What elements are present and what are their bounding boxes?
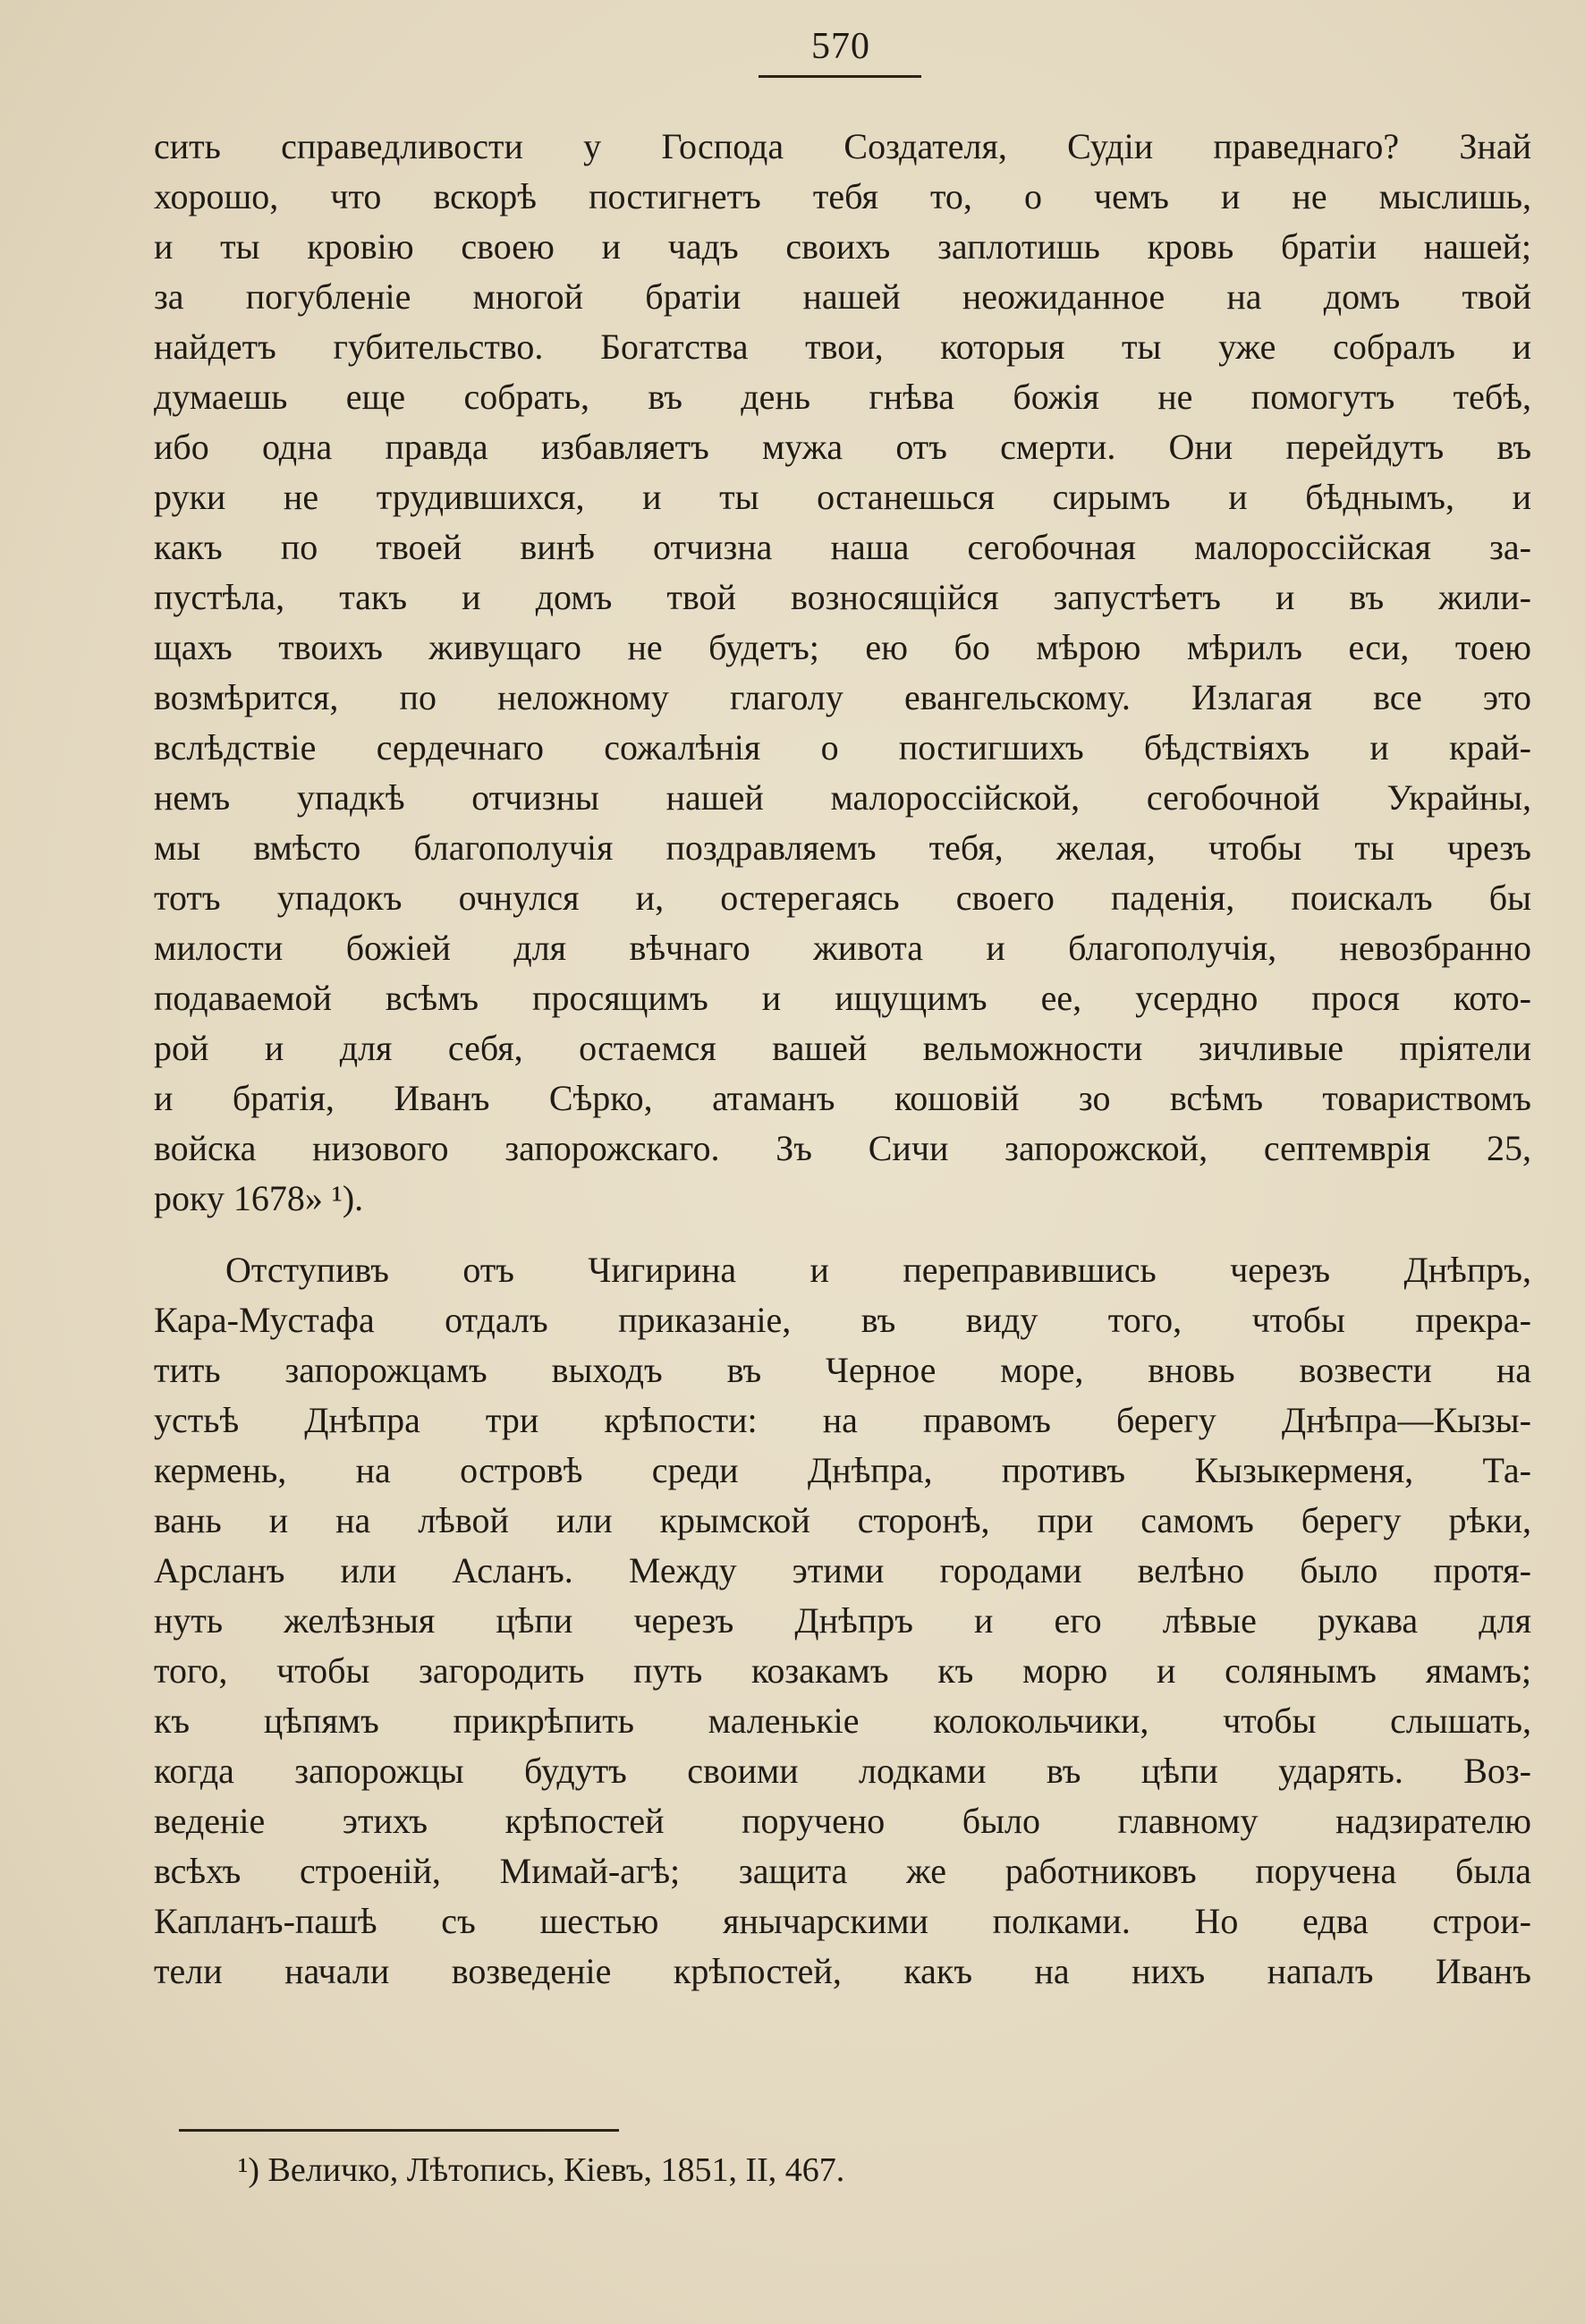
text-line: думаешь еще собрать, въ день гнѣва божія не помогутъ тебѣ, — [154, 377, 1531, 417]
footnote: ¹) Величко, Лѣтопись, Кіевъ, 1851, II, 467. — [238, 2151, 845, 2189]
header-rule — [759, 75, 921, 78]
text-line: Капланъ-пашѣ съ шестью янычарскими полками. Но едва строи- — [154, 1901, 1531, 1941]
text-line: войска низового запорожскаго. Зъ Сичи запорожской, септемврія 25, — [154, 1128, 1531, 1168]
text-line: року 1678» ¹). — [154, 1178, 364, 1218]
paragraph-fortresses — [154, 1245, 1531, 1997]
text-line: какъ по твоей винѣ отчизна наша сегобочная малороссійская за- — [154, 527, 1531, 567]
text-line: Арсланъ или Асланъ. Между этими городами велѣно было протя- — [154, 1550, 1531, 1590]
text-line: руки не трудившихся, и ты останешься сирымъ и бѣднымъ, и — [154, 477, 1531, 517]
text-line: возмѣрится, по неложному глаголу евангельскому. Излагая все это — [154, 677, 1531, 717]
text-line: къ цѣпямъ прикрѣпить маленькіе колокольчики, чтобы слышать, — [154, 1701, 1531, 1741]
text-line: тели начали возведеніе крѣпостей, какъ на нихъ напалъ Иванъ — [154, 1951, 1531, 1991]
text-line: Кара-Мустафа отдалъ приказаніе, въ виду того, чтобы прекра- — [154, 1300, 1531, 1340]
text-line: немъ упадкѣ отчизны нашей малороссійской, сегобочной Украйны, — [154, 777, 1531, 818]
text-line: тотъ упадокъ очнулся и, остерегаясь своего паденія, поискалъ бы — [154, 878, 1531, 918]
page-number: 570 — [811, 26, 870, 67]
text-line: ибо одна правда избавляетъ мужа отъ смерти. Они перейдутъ въ — [154, 427, 1531, 467]
text-line: и ты кровію своею и чадъ своихъ заплотишь кровь братіи нашей; — [154, 226, 1531, 267]
body-text — [154, 122, 1531, 1997]
text-line: подаваемой всѣмъ просящимъ и ищущимъ ее, усердно прося кото- — [154, 978, 1531, 1018]
text-line: и братія, Иванъ Сѣрко, атаманъ кошовій зо всѣмъ товариствомъ — [154, 1078, 1531, 1118]
text-line: кермень, на островѣ среди Днѣпра, противъ Кызыкерменя, Та- — [154, 1450, 1531, 1490]
text-line: хорошо, что вскорѣ постигнетъ тебя то, о чемъ и не мыслишь, — [154, 176, 1531, 216]
paragraph-gap — [154, 1224, 1531, 1245]
text-line: найдетъ губительство. Богатства твои, которыя ты уже собралъ и — [154, 327, 1531, 367]
text-line: вслѣдствіе сердечнаго сожалѣнія о постигшихъ бѣдствіяхъ и край- — [154, 727, 1531, 768]
text-line: тить запорожцамъ выходъ въ Черное море, вновь возвести на — [154, 1350, 1531, 1390]
text-line: рой и для себя, остаемся вашей вельможности зичливые пріятели — [154, 1028, 1531, 1068]
text-line: всѣхъ строеній, Мимай-агѣ; защита же работниковъ поручена была — [154, 1851, 1531, 1891]
text-line: устьѣ Днѣпра три крѣпости: на правомъ берегу Днѣпра—Кызы- — [154, 1400, 1531, 1440]
text-line: мы вмѣсто благополучія поздравляемъ тебя, желая, чтобы ты чрезъ — [154, 827, 1531, 868]
footnote-rule — [179, 2129, 619, 2132]
text-line: пустѣла, такъ и домъ твой возносящійся запустѣетъ и въ жили- — [154, 577, 1531, 617]
text-line: сить справедливости у Господа Создателя, Судіи праведнаго? Знай — [154, 126, 1531, 166]
text-line: милости божіей для вѣчнаго живота и благополучія, невозбранно — [154, 928, 1531, 968]
text-line: нуть желѣзныя цѣпи черезъ Днѣпръ и его лѣвые рукава для — [154, 1600, 1531, 1641]
text-line: когда запорожцы будутъ своими лодками въ цѣпи ударять. Воз- — [154, 1751, 1531, 1791]
text-line: вань и на лѣвой или крымской сторонѣ, при самомъ берегу рѣки, — [154, 1500, 1531, 1540]
text-line: того, чтобы загородить путь козакамъ къ морю и солянымъ ямамъ; — [154, 1650, 1531, 1691]
text-line: веденіе этихъ крѣпостей поручено было главному надзирателю — [154, 1801, 1531, 1841]
text-line: за погубленіе многой братіи нашей неожиданное на домъ твой — [154, 276, 1531, 317]
paragraph-letter-end — [154, 122, 1531, 1224]
text-line: Отступивъ отъ Чигирина и переправившись черезъ Днѣпръ, — [225, 1250, 1531, 1290]
text-line: щахъ твоихъ живущаго не будетъ; ею бо мѣрою мѣрилъ еси, тоею — [154, 627, 1531, 667]
